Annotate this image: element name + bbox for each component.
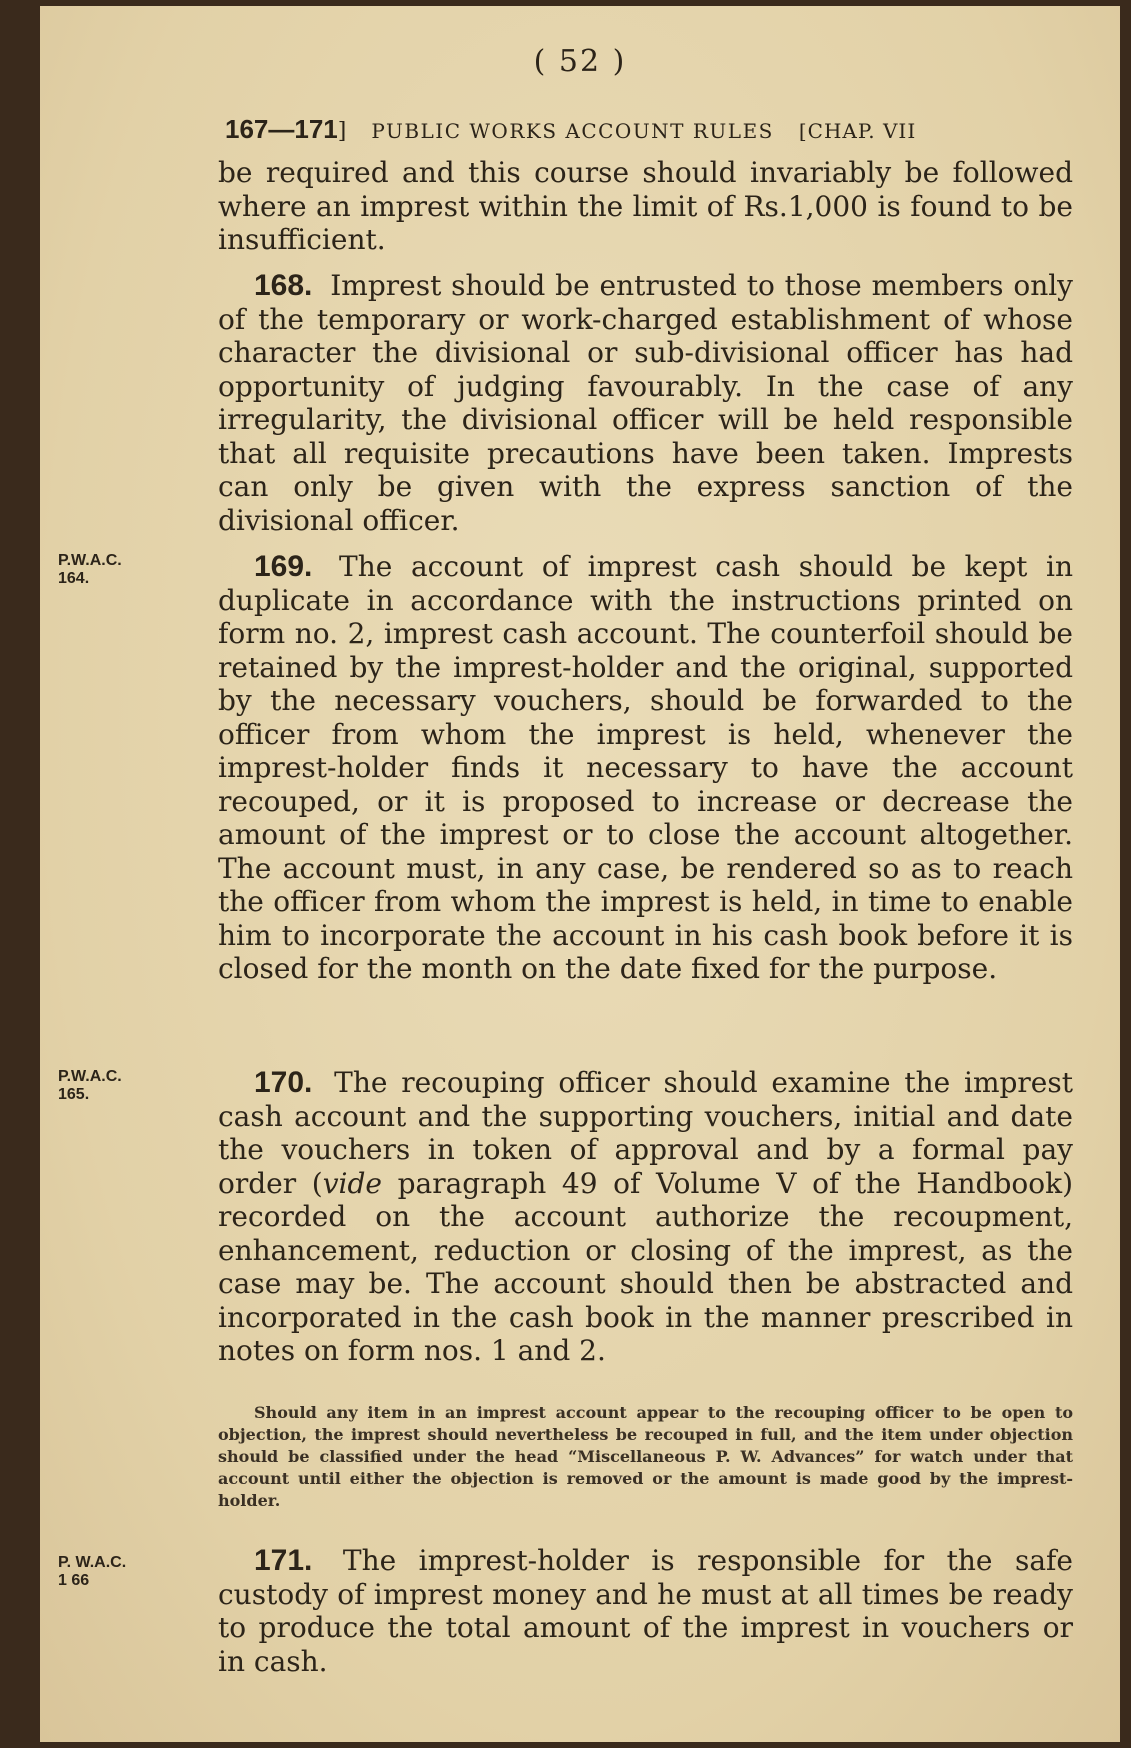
rule-range: 167—171 bbox=[225, 114, 338, 144]
document-page bbox=[40, 6, 1120, 1742]
margin-ref-line: 165. bbox=[58, 1086, 90, 1103]
paragraph-text: Imprest should be entrusted to those members only of the temporary or work-charged establishment of whose character the divisional or sub-divisional officer has had opportunity of judging favourably. In the case of any irregularity, the divisional officer will be held responsible that all requisite precautions have been taken. Imprests can only be given with the express sanction of the divisional officer. bbox=[218, 269, 1073, 537]
margin-ref-line: 1 66 bbox=[58, 1572, 90, 1589]
paragraph-text-before: The recouping officer should examine the imprest cash account and the supporting vouchers, initial and date the vouchers in token of approval and by a formal pay order ( bbox=[218, 1066, 1073, 1200]
rule-number: 168. bbox=[254, 269, 313, 302]
paragraph-text: The account of imprest cash should be kept in duplicate in accordance with the instructions printed on form no. 2, imprest cash account. The counterfoil should be retained by the imprest-holder and the original, supported by the necessary vouchers, should be forwarded to the officer from whom the imprest is held, whenever the imprest-holder finds it necessary to have the account recouped, or it is proposed to increase or decrease the amount of the imprest or to close the account altogether. The account must, in any case, be rendered so as to reach the officer from whom the imprest is held, in time to enable him to incorporate the account in his cash book before it is closed for the month on the date fixed for the purpose. bbox=[218, 550, 1073, 985]
margin-ref-line: P.W.A.C. bbox=[58, 552, 122, 569]
chapter-label: [CHAP. VII bbox=[798, 119, 917, 143]
rule-range-bracket: ] bbox=[337, 119, 347, 144]
paragraph-text-after: paragraph 49 of Volume V of the Handbook) recorded on the account authorize the recoupment, enhancement, reduction or closing of the imprest, as the case may be. The account should then be abstracted and incorporated in the cash book in the manner prescribed in notes on form nos. 1 and 2. bbox=[218, 1166, 1074, 1367]
rule-number: 169. bbox=[254, 550, 313, 583]
rule-170 bbox=[218, 1066, 1073, 1368]
rule-number: 171. bbox=[254, 1544, 313, 1577]
running-head bbox=[225, 114, 1070, 145]
book-title: PUBLIC WORKS ACCOUNT RULES bbox=[371, 119, 774, 143]
margin-reference-169 bbox=[58, 552, 178, 588]
paragraph-italic: vide bbox=[322, 1166, 382, 1200]
margin-ref-line: P. W.A.C. bbox=[58, 1554, 127, 1571]
paragraph-text: be required and this course should invariably be followed where an imprest within the limit of Rs.1,000 is found to be insufficient. bbox=[218, 156, 1073, 256]
margin-reference-170 bbox=[58, 1068, 178, 1104]
page-number: ( 52 ) bbox=[533, 44, 627, 79]
rule-171 bbox=[218, 1544, 1073, 1678]
margin-ref-line: 164. bbox=[58, 570, 90, 587]
paragraph-text: The imprest-holder is responsible for the safe custody of imprest money and he must at all times be ready to produce the total amount of the imprest in vouchers or in cash. bbox=[218, 1544, 1073, 1678]
paragraph-continuation bbox=[218, 156, 1073, 257]
rule-number: 170. bbox=[254, 1066, 313, 1099]
margin-ref-line: P.W.A.C. bbox=[58, 1068, 122, 1085]
rule-170-note: Should any item in an imprest account appear to the recouping officer to be open to objection, the imprest should nevertheless be recouped in full, and the item under objection should be classified under the head “Miscellaneous P. W. Advances” for watch under that account until either the objection is removed or the amount is made good by the imprest-holder. bbox=[218, 1403, 1073, 1510]
margin-reference-171 bbox=[58, 1554, 178, 1590]
rule-168 bbox=[218, 269, 1073, 537]
rule-169 bbox=[218, 550, 1073, 986]
